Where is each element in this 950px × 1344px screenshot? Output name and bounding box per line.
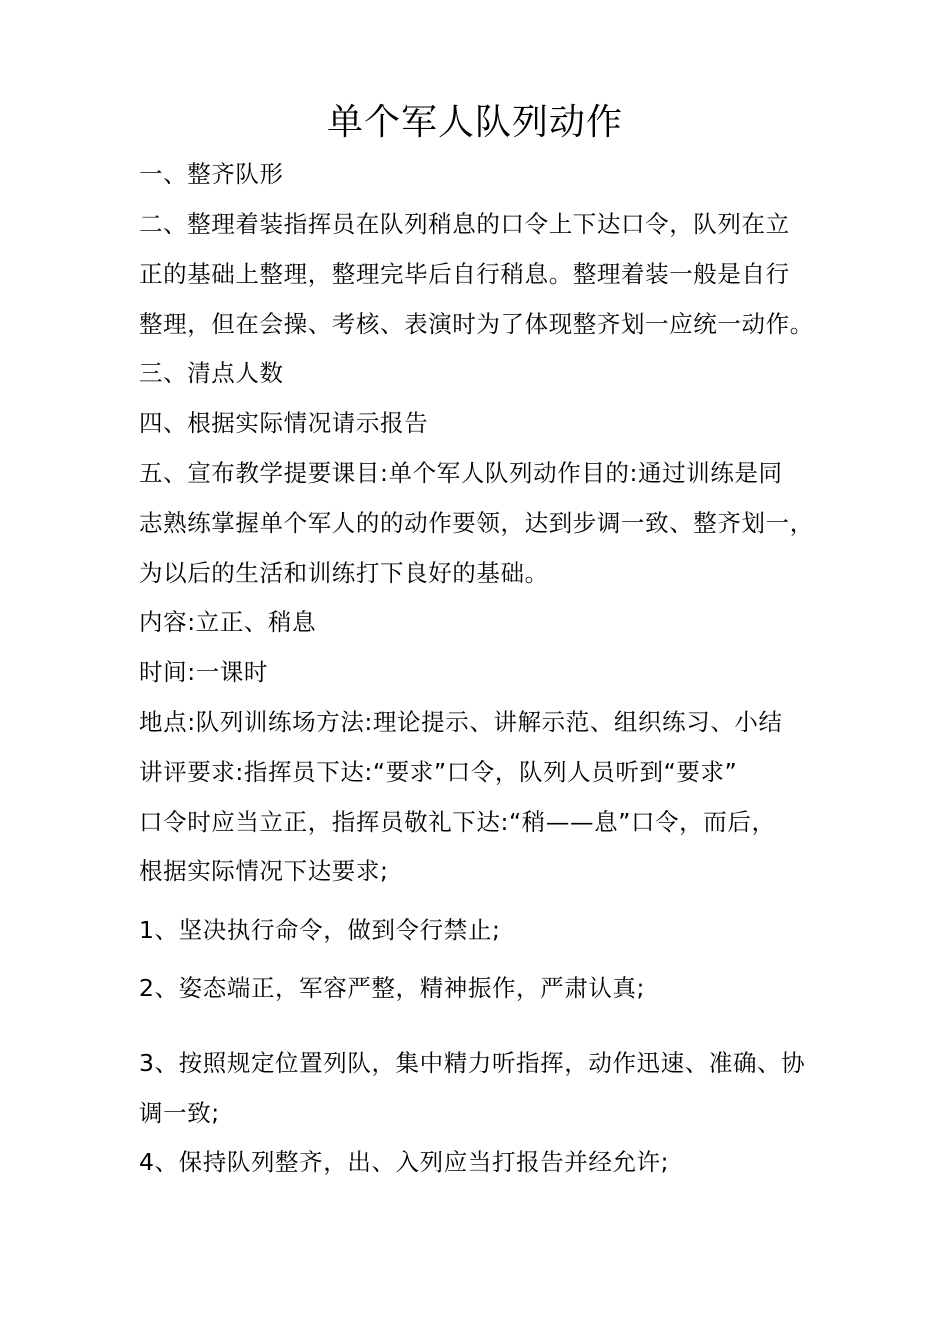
text-line: 讲评要求:指挥员下达:“要求”口令，队列人员听到“要求”: [139, 757, 738, 786]
paragraph-3: [139, 349, 819, 399]
text-line: 4、保持队列整齐，出、入列应当打报告并经允许;: [139, 1148, 670, 1176]
paragraph-2: [139, 200, 819, 349]
text-line: 根据实际情况下达要求;: [139, 857, 389, 886]
paragraph-11: [139, 1039, 819, 1139]
text-line: 四、根据实际情况请示报告: [139, 409, 429, 437]
paragraph-7: [139, 648, 819, 698]
document-title: 单个军人队列动作: [326, 102, 623, 143]
text-line: 调一致;: [139, 1098, 220, 1127]
text-line: 内容:立正、稍息: [139, 608, 317, 636]
paragraph-6: [139, 598, 819, 648]
text-line: 时间:一课时: [139, 658, 269, 686]
paragraph-4: [139, 399, 819, 449]
text-line: 二、整理着装指挥员在队列稍息的口令上下达口令，队列在立: [139, 210, 790, 238]
text-line: 三、清点人数: [139, 359, 284, 387]
text-line: 一、整齐队形: [139, 160, 284, 188]
paragraph-10: [139, 964, 819, 1014]
text-line: 志熟练掌握单个军人的的动作要领，达到步调一致、整齐划一，: [139, 508, 814, 537]
text-line: 五、宣布教学提要课目:单个军人队列动作目的:通过训练是同: [139, 459, 783, 487]
paragraph-1: [139, 150, 819, 200]
text-line: 3、按照规定位置列队，集中精力听指挥，动作迅速、准确、协: [139, 1049, 806, 1077]
text-line: 地点:队列训练场方法:理论提示、讲解示范、组织练习、小结: [139, 708, 783, 736]
text-line: 口令时应当立正，指挥员敬礼下达:“稍——息”口令，而后，: [139, 807, 776, 836]
text-line: 1、坚决执行命令，做到令行禁止;: [139, 916, 501, 944]
paragraph-9: [139, 906, 819, 956]
paragraph-5: [139, 449, 819, 598]
paragraph-8: [139, 698, 819, 897]
text-line: 为以后的生活和训练打下良好的基础。: [139, 558, 549, 587]
text-line: 2、姿态端正，军容严整，精神振作，严肃认真;: [139, 974, 646, 1002]
paragraph-12: [139, 1138, 819, 1188]
text-line: 整理，但在会操、考核、表演时为了体现整齐划一应统一动作。: [139, 309, 814, 338]
text-line: 正的基础上整理，整理完毕后自行稍息。整理着装一般是自行: [139, 259, 790, 288]
